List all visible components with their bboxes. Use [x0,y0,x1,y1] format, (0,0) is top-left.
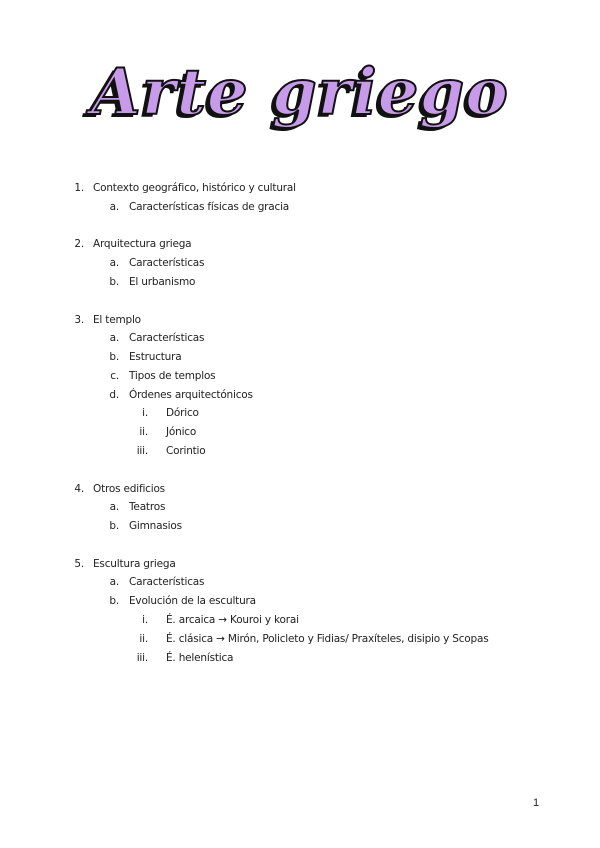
list-item-text: Jónico [166,426,197,438]
list-item-text: Contexto geográfico, histórico y cultural [93,182,296,194]
list-item-text: Dórico [166,407,199,419]
list-item-text: Teatros [129,501,166,513]
list-marker: i. [142,407,148,419]
list-marker: i. [142,614,148,626]
list-marker: b. [109,520,119,532]
list-marker: 5. [74,558,84,570]
list-item-text: Características [129,257,205,269]
list-marker: 3. [74,314,84,326]
list-marker: iii. [136,445,148,457]
list-item-text: Estructura [129,351,182,363]
list-marker: ii. [139,426,148,438]
list-item-text: Corintio [166,445,206,457]
page-title: Arte griego [91,55,509,130]
list-item-text: É. arcaica → Kouroi y korai [166,614,299,626]
list-marker: a. [109,576,119,588]
list-item-text: Características [129,332,205,344]
list-item-text: El urbanismo [129,276,196,288]
list-marker: 4. [74,483,84,495]
list-item-text: Otros edificios [93,483,165,495]
list-marker: iii. [136,652,148,664]
list-marker: b. [109,276,119,288]
list-item-text: Tipos de templos [129,370,216,382]
list-marker: 2. [74,238,84,250]
list-marker: 1. [74,182,84,194]
list-marker: b. [109,351,119,363]
list-marker: ii. [139,633,148,645]
list-item-text: Gimnasios [129,520,182,532]
list-marker: a. [109,201,119,213]
page-number: 1 [533,797,540,809]
list-item-text: Arquitectura griega [93,238,192,250]
list-marker: c. [110,370,119,382]
list-marker: a. [109,332,119,344]
list-item-text: Evolución de la escultura [129,595,256,607]
list-item-text: El templo [93,314,141,326]
list-item-text: É. clásica → Mirón, Policleto y Fidias/ Praxíteles, disipio y Scopas [166,633,489,645]
list-marker: a. [109,501,119,513]
list-marker: d. [109,389,119,401]
list-item-text: Características físicas de gracia [129,201,290,213]
list-item-text: É. helenística [166,652,234,664]
list-item-text: Escultura griega [93,558,176,570]
list-marker: b. [109,595,119,607]
list-item-text: Características [129,576,205,588]
list-marker: a. [109,257,119,269]
list-item-text: Órdenes arquitectónicos [129,389,253,401]
